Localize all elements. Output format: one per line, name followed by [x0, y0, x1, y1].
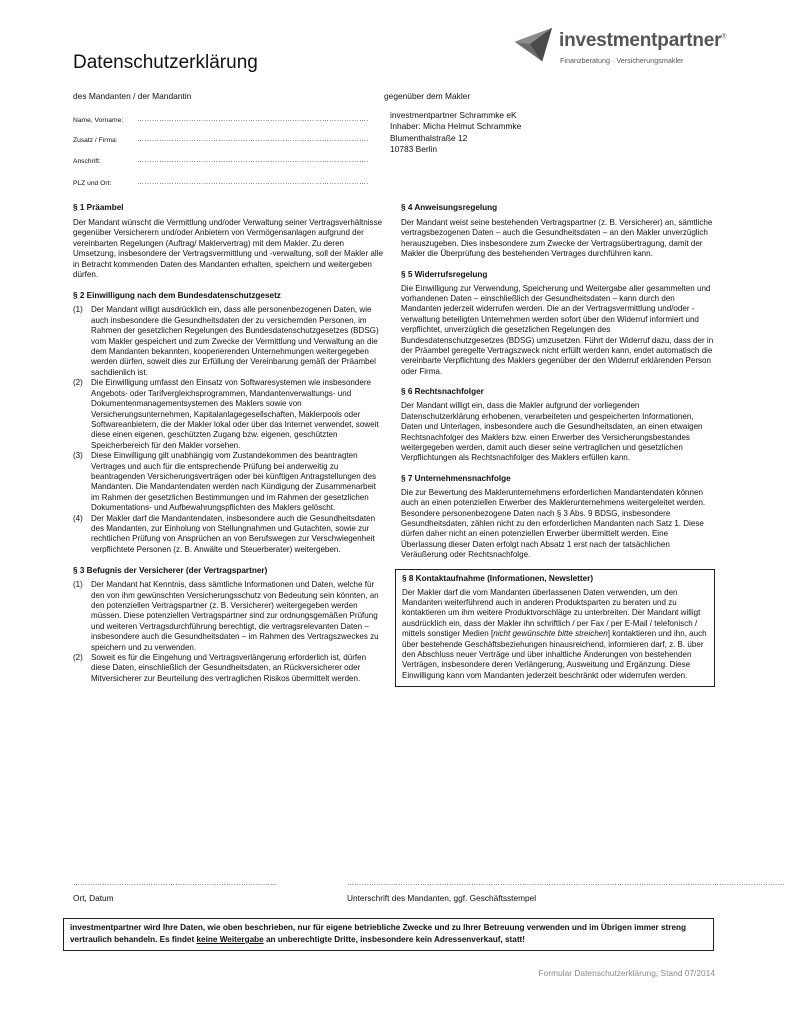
section-heading: § 8 Kontaktaufnahme (Informationen, Newsletter) — [402, 573, 594, 583]
logo-tagline: Finanzberatung · Versicherungsmakler — [560, 56, 684, 65]
field-label-city: PLZ und Ort: — [73, 180, 112, 187]
left-column — [73, 202, 385, 684]
section-text: Die Einwilligung zur Verwendung, Speicherung und Weitergabe aller gesammelten und vorhandenen Daten – einschließlich der Gesundheitsdaten – kann durch den Mandanten jederzeit widerrufen werden. Die an der Vertragsvermittlung und/oder -verwaltung beteiligten Unternehmen werden sofort über den Widerruf informiert und verpflichtet, unverzüglich die gesetzlichen Regelungen des Bundesdatenschutzgesetzes (BDSG) umzusetzen. Führt der Widerruf dazu, dass der in der Präambel geregelte Vertragszweck nicht erfüllt werden kann, endet automatisch die vereinbarte Verpflichtung des Maklers gegenüber der den Widerruf erklärenden Person oder Firma. — [401, 283, 714, 376]
section-list — [73, 305, 385, 555]
field-label-company: Zusatz / Firma: — [73, 137, 118, 144]
notice-emphasis: keine Weitergabe — [196, 935, 264, 944]
broker-heading: gegenüber dem Makler — [384, 91, 471, 101]
logo-name: investmentpartner® — [559, 30, 727, 51]
right-column — [401, 202, 715, 687]
list-item: (1) Der Mandant hat Kenntnis, dass sämtliche Informationen und Daten, welche für den von ihm gewünschten Versicherungsschutz von Bedeutung sein könnten, an den potenziellen Vertragspartner (z. B. Versicherer) weitergegeben werden müssen. Diese potenziellen Vertragspartner sind zur ordnungsgemäßen Prüfung und weiteren Vertragsdurchführung berechtigt, die vertragsrelevanten Daten – insbesondere auch die Gesundheitsdaten – im Rahmen des Vertragszweckes zu speichern und zu verwenden. — [73, 580, 379, 652]
logo-mark-icon — [512, 26, 556, 64]
list-item: (1) Der Mandant willigt ausdrücklich ein, dass alle personenbezogenen Daten, wie auch insbesondere die Gesundheitsdaten der zu versichernden Personen, im Rahmen der gesetzlichen Regelungen des Bundesdatenschutzgesetzes (BDSG) vom Makler gespeichert und zum Zwecke der Vermittlung und Verwaltung an die dem Mandanten bekannten, kooperierenden Unternehmungen weitergegeben werden dürfen, soweit dies zur Erfüllung der Vereinbarung gemäß der Präambel sachdienlich ist. — [73, 305, 379, 377]
signature-line[interactable]: ……………………………………………………………………………………………………………………………………………………………… — [347, 880, 785, 887]
section-heading: § 3 Befugnis der Versicherer (der Vertragspartner) — [73, 566, 268, 576]
broker-address — [390, 110, 521, 155]
place-date-line[interactable]: ………………………………………………………………………… — [73, 880, 278, 887]
form-footer: Formular Datenschutzerklärung, Stand 07/2014 — [538, 968, 715, 978]
list-item: (4) Der Makler darf die Mandantendaten, insbesondere auch die Gesundheitsdaten des Mandanten, zur Einholung von Stellungnahmen und Gutachten, sowie zur rechtlichen Prüfung von Ansprüchen an von Berufswegen zur Verschwiegenheit verpflichtete Personen (z. B. Anwälte und Steuerberater) weitergeben. — [73, 513, 376, 554]
section-heading: § 5 Widerrufsregelung — [401, 269, 488, 279]
field-name-input[interactable]: …………………………………………………………………………………. — [137, 116, 369, 123]
section-text: Der Mandant weist seine bestehenden Vertragspartner (z. B. Versicherer) an, sämtliche vertragsbezogenen Daten – auch die Gesundheitsdaten – an den Makler unverzüglich herauszugeben. Dies insbesondere zum Zwecke der Vertragsübertragung, damit der Makler die Überprüfung des bestehenden Vertrages durchführen kann. — [401, 218, 713, 259]
section-heading: § 4 Anweisungsregelung — [401, 203, 498, 212]
field-address-input[interactable]: …………………………………………………………………………………. — [137, 157, 369, 164]
section-text: Die zur Bewertung des Maklerunternehmens erforderlichen Mandantendaten können auch an einen potenziellen Erwerber des Maklerunternehmens weitergeleitet werden. Besondere personenbezogene Daten nach § 3 Abs. 9 BDSG, insbesondere Gesundheitsdaten, zählen nicht zu den erforderlichen Mandanten nach Satz 1. Diese dürfen daher nicht an einen potenziellen Erwerber übermittelt werden. Eine Überlassung dieser Daten erfolgt nach Absatz 1 erst nach der tatsächlichen Veräußerung oder Rechtsnachfolge. — [401, 487, 706, 560]
place-date-label: Ort, Datum — [73, 893, 114, 903]
list-item: (2) Die Einwilligung umfasst den Einsatz von Softwaresystemen wie insbesondere Angebots- oder Tarifvergleichsprogrammen, Mandantenverwaltungs- und Dokumentenmanagementsystemen des Maklers sowie von Versicherungsunternehmen, Kapitalanlagegesellschaften, Maklerpools oder Softwareanbietern, die der Makler lokal oder über das Internet verwendet, soweit diese einen eigenen, geschützten Zugang bzw. eigenen, geschützten Speicherbereich für den Makler vorsehen. — [73, 378, 379, 450]
client-heading: des Mandanten / der Mandantin — [73, 91, 192, 101]
broker-address-line: investmentpartner Schrammke eK — [390, 110, 517, 120]
section-list — [73, 580, 385, 684]
broker-address-line: 10783 Berlin — [390, 143, 438, 154]
field-label-address: Anschrift: — [73, 158, 101, 165]
section-heading: § 6 Rechtsnachfolger — [401, 387, 484, 397]
section-heading: § 2 Einwilligung nach dem Bundesdatenschutzgesetz — [73, 291, 281, 301]
section-text: Der Mandant wünscht die Vermittlung und/oder Verwaltung seiner Vertragsverhältnisse gegenüber Versicherern und/oder Anbietern von Vermögensanlagen aufgrund der vereinbarten Regelungen (Auftrag/ Maklervertrag) mit dem Makler. Zu deren Umsetzung, insbesondere der Vertragsvermittlung und -verwaltung, soll der Makler alle in Betracht kommenden Daten des Mandanten erhalten, speichern und weitergeben dürfen. — [73, 218, 383, 280]
strike-instruction: nicht gewünschte bitte streichen — [493, 629, 608, 639]
signature-label: Unterschrift des Mandanten, ggf. Geschäftsstempel — [347, 893, 537, 903]
section-heading: § 1 Präambel — [73, 203, 124, 212]
field-label-name: Name, Vorname: — [73, 117, 124, 124]
field-city-input[interactable]: …………………………………………………………………………………. — [137, 179, 369, 186]
broker-address-line: Inhaber: Micha Helmut Schrammke — [390, 121, 522, 132]
page-title: Datenschutzerklärung — [73, 52, 258, 73]
contact-consent-box — [395, 569, 715, 688]
privacy-notice-box: investmentpartner wird Ihre Daten, wie oben beschrieben, nur für eigene betriebliche Zwecke und zu Ihrer Betreuung verwenden und im Übrigen immer streng vertraulich behandeln. Es findet keine Weitergabe an unberechtigte Dritte, insbesondere kein Adressenverkauf, statt! — [63, 918, 714, 951]
section-heading: § 7 Unternehmensnachfolge — [401, 473, 511, 483]
field-company-input[interactable]: …………………………………………………………………………………. — [137, 136, 369, 143]
company-logo — [512, 26, 727, 70]
list-item: (2) Soweit es für die Eingehung und Vertragsverlängerung erforderlich ist, dürfen diese Daten, einschließlich der Gesundheitsdaten, an Rückversicherer oder Mitversicherer zur Beurteilung des vertraglichen Risikos übermittelt werden. — [73, 653, 367, 683]
section-text: Der Mandant willigt ein, dass die Makler aufgrund der vorliegenden Datenschutzerklärung erhobenen, verarbeiteten und gespeicherten Informationen, Daten und Unterlagen, insbesondere auch die Gesundheitsdaten, an einen etwaigen Rechtsnachfolger des Maklers bzw. einen Erwerber des Versicherungsbestandes weitergegeben werden, damit auch dieser seine vertraglichen und gesetzlichen Verpflichtungen als Rechtsnachfolger des Maklers erfüllen kann. — [401, 401, 703, 463]
list-item: (3) Diese Einwilligung gilt unabhängig vom Zustandekommen des beantragten Vertrages und auch für die entsprechende Prüfung bei anderweitig zu beantragenden Versicherungsverträgen oder bei künftigen Antragstellungen des Mandanten. Die Mandantendaten werden nach Kündigung der Zusammenarbeit im Rahmen der gesetzlichen Bestimmungen und im Rahmen der gesetzlichen Dokumentations- und Aufbewahrungspflichten des Maklers gelöscht. — [73, 451, 376, 513]
broker-address-line: Blumenthalstraße 12 — [390, 132, 468, 143]
section-text: Der Makler darf die vom Mandanten überlassenen Daten verwenden, um den Mandanten weiterführend auch in anderen Produktsparten zu beraten und zu kontaktieren um ihm weitere Produktvorschläge zu unterbreiten. Der Mandant willigt ausdrücklich ein, dass der Makler ihn schriftlich / per Fax / per E-Mail / telefonisch / mittels sonstiger Medien [nicht gewünschte bitte streichen] kontaktieren und ihn, auch über bestehende Geschäftsbeziehungen hinausreichend, informieren darf, z. B. über den Abschluss neuer Verträge und über inhaltliche Änderungen von bestehenden Verträgen, insbesondere deren Verlängerung, Ausweitung und Ergänzung. Diese Einwilligung kann vom Mandanten jederzeit beschränkt oder widerrufen werden. — [402, 587, 707, 680]
